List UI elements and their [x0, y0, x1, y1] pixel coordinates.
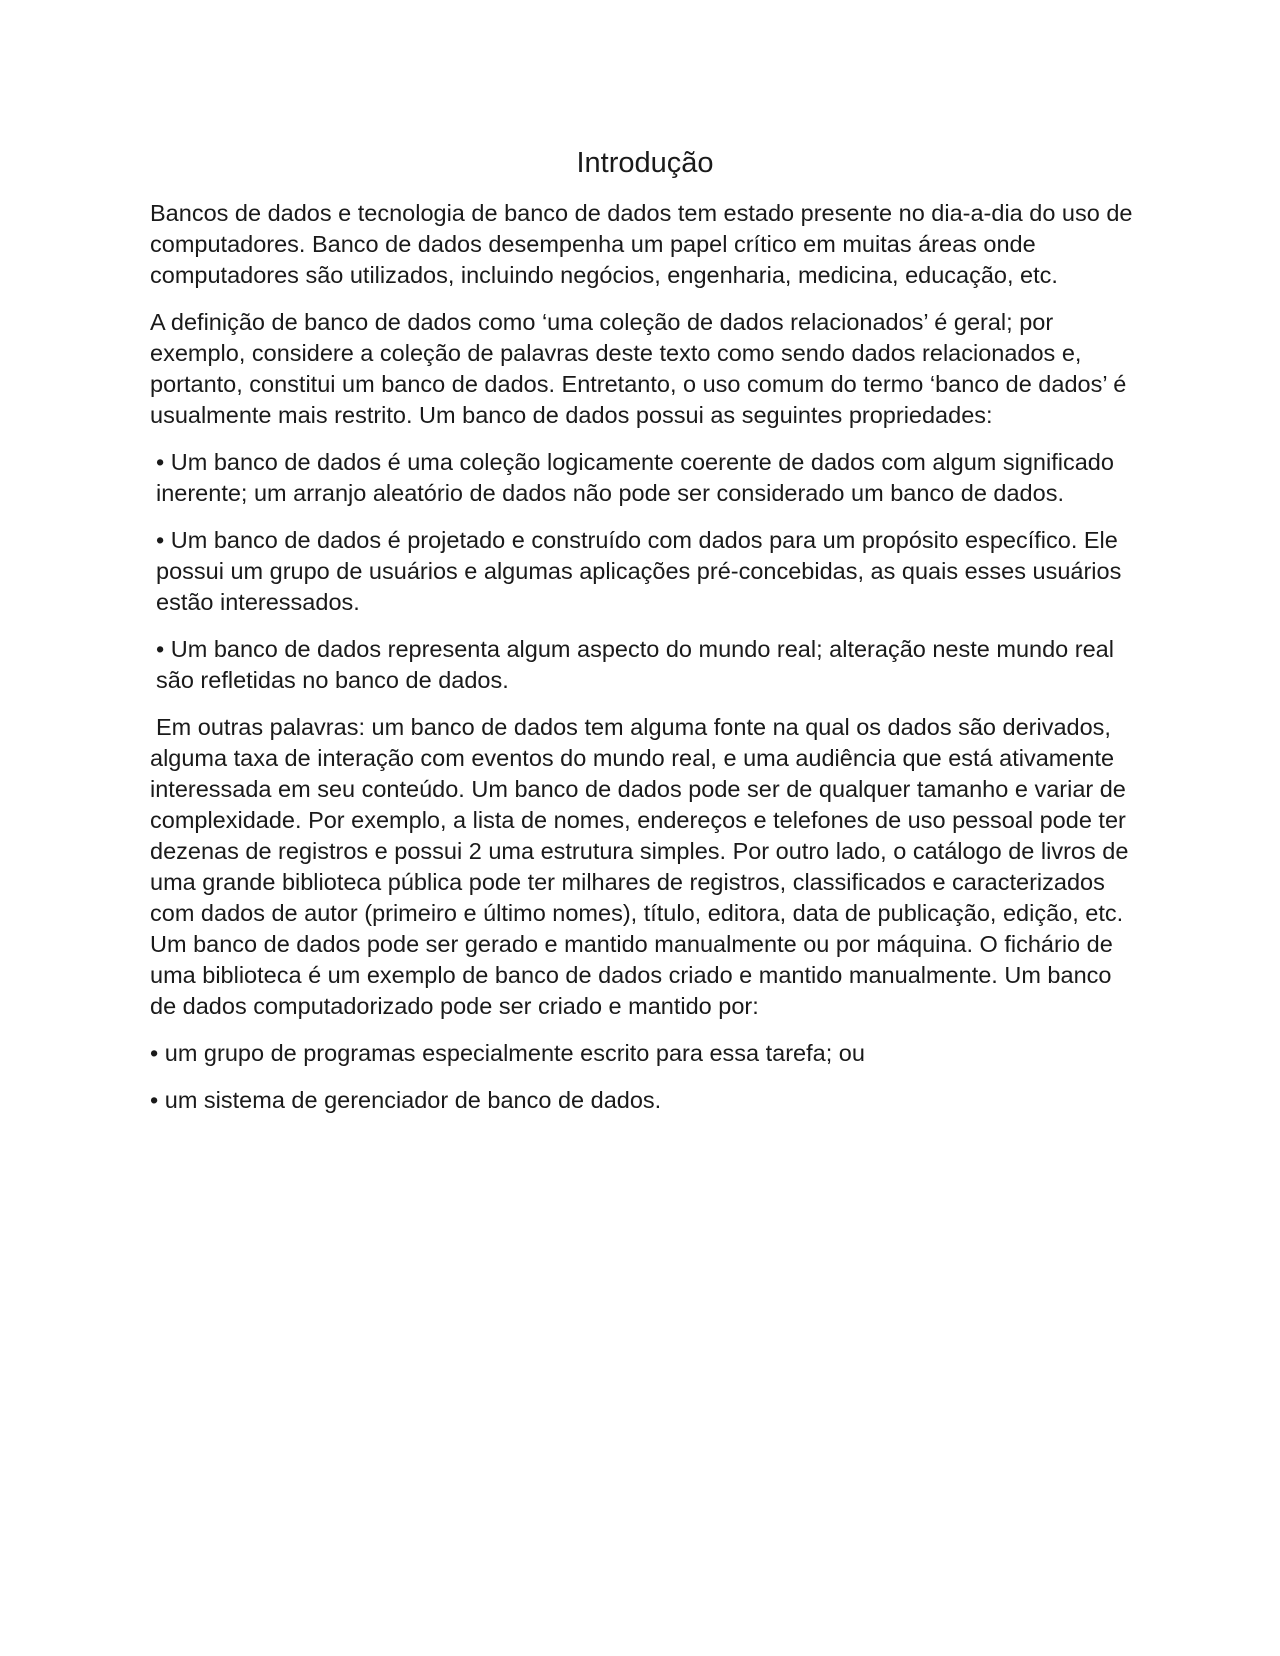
- document-page: [150, 146, 1140, 1132]
- bullet-property-3: • Um banco de dados representa algum aspecto do mundo real; alteração neste mundo real são refletidas no banco de dados.: [156, 636, 1114, 693]
- page-title: Introdução: [576, 147, 714, 179]
- paragraph-intro: Bancos de dados e tecnologia de banco de dados tem estado presente no dia-a-dia do uso de computadores. Banco de dados desempenha um papel crítico em muitas áreas onde computadores são utilizados, incluindo negócios, engenharia, medicina, educação, etc.: [150, 200, 1133, 288]
- paragraph-other-words: Em outras palavras: um banco de dados tem alguma fonte na qual os dados são derivados, alguma taxa de interação com eventos do mundo real, e uma audiência que está ativamente interessada em seu conteúdo. Um banco de dados pode ser de qualquer tamanho e variar de complexidade. Por exemplo, a lista de nomes, endereços e telefones de uso pessoal pode ter dezenas de registros e possui 2 uma estrutura simples. Por outro lado, o catálogo de livros de uma grande biblioteca pública pode ter milhares de registros, classificados e caracterizados com dados de autor (primeiro e último nomes), título, editora, data de publicação, edição, etc. Um banco de dados pode ser gerado e mantido manualmente ou por máquina. O fichário de uma biblioteca é um exemplo de banco de dados criado e mantido manualmente. Um banco de dados computadorizado pode ser criado e mantido por:: [150, 714, 1129, 1019]
- bullet-property-1: • Um banco de dados é uma coleção logicamente coerente de dados com algum significado inerente; um arranjo aleatório de dados não pode ser considerado um banco de dados.: [156, 449, 1114, 506]
- bullet-property-2: • Um banco de dados é projetado e construído com dados para um propósito específico. Ele possui um grupo de usuários e algumas aplicações pré-concebidas, as quais esses usuários estão interessados.: [156, 527, 1122, 615]
- bullet-maintenance-1: • um grupo de programas especialmente escrito para essa tarefa; ou: [150, 1040, 865, 1066]
- paragraph-definition: A definição de banco de dados como ‘uma coleção de dados relacionados’ é geral; por exemplo, considere a coleção de palavras deste texto como sendo dados relacionados e, portanto, constitui um banco de dados. Entretanto, o uso comum do termo ‘banco de dados’ é usualmente mais restrito. Um banco de dados possui as seguintes propriedades:: [150, 309, 1127, 428]
- bullet-maintenance-2: • um sistema de gerenciador de banco de dados.: [150, 1087, 662, 1113]
